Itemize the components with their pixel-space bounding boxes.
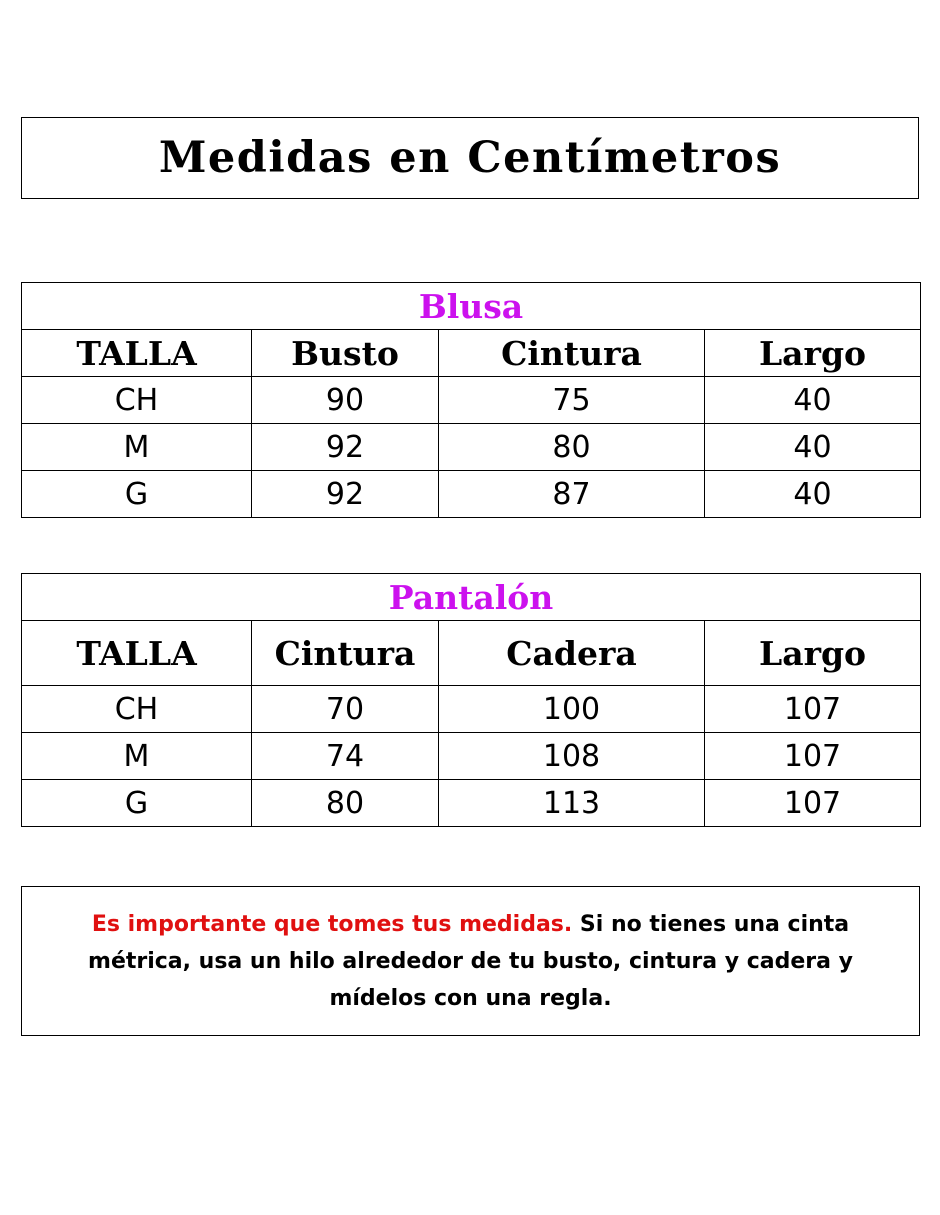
table-caption: Blusa	[22, 283, 921, 330]
title-box	[21, 117, 919, 199]
table-cell: 92	[252, 424, 439, 471]
table-cell: 40	[705, 471, 921, 518]
table-cell: 75	[439, 377, 705, 424]
blusa-size-table	[21, 282, 921, 518]
table-cell: M	[22, 424, 252, 471]
table-cell: 40	[705, 377, 921, 424]
measurement-note-box	[21, 886, 920, 1036]
table-cell: 80	[439, 424, 705, 471]
column-header: Cadera	[439, 621, 705, 686]
table-cell: 107	[705, 733, 921, 780]
table-cell: 92	[252, 471, 439, 518]
table-cell: G	[22, 471, 252, 518]
table-cell: M	[22, 733, 252, 780]
table-cell: 40	[705, 424, 921, 471]
table-cell: CH	[22, 686, 252, 733]
table-cell: 87	[439, 471, 705, 518]
table-cell: 74	[252, 733, 439, 780]
table-row	[22, 471, 921, 518]
table-caption: Pantalón	[22, 574, 921, 621]
column-header: Largo	[705, 330, 921, 377]
table-cell: 107	[705, 780, 921, 827]
note-highlight: Es importante que tomes tus medidas.	[91, 911, 573, 937]
note-text: Si no tienes una cinta métrica, usa un hilo alrededor de tu busto, cintura y cadera y mídelos con una regla.	[88, 911, 853, 1011]
measurement-note	[46, 906, 895, 1017]
page-title: Medidas en Centímetros	[158, 133, 782, 183]
column-header: Busto	[252, 330, 439, 377]
table-cell: CH	[22, 377, 252, 424]
column-header: TALLA	[22, 621, 252, 686]
table-cell: 90	[252, 377, 439, 424]
table-row	[22, 686, 921, 733]
column-header: Cintura	[252, 621, 439, 686]
table-cell: 100	[439, 686, 705, 733]
table-row	[22, 424, 921, 471]
table-cell: 108	[439, 733, 705, 780]
column-header: TALLA	[22, 330, 252, 377]
table-cell: G	[22, 780, 252, 827]
column-header: Largo	[705, 621, 921, 686]
table-cell: 70	[252, 686, 439, 733]
table-row	[22, 377, 921, 424]
pantalon-size-table	[21, 573, 921, 827]
table-row	[22, 733, 921, 780]
table-row	[22, 780, 921, 827]
table-cell: 113	[439, 780, 705, 827]
table-cell: 80	[252, 780, 439, 827]
table-cell: 107	[705, 686, 921, 733]
column-header: Cintura	[439, 330, 705, 377]
